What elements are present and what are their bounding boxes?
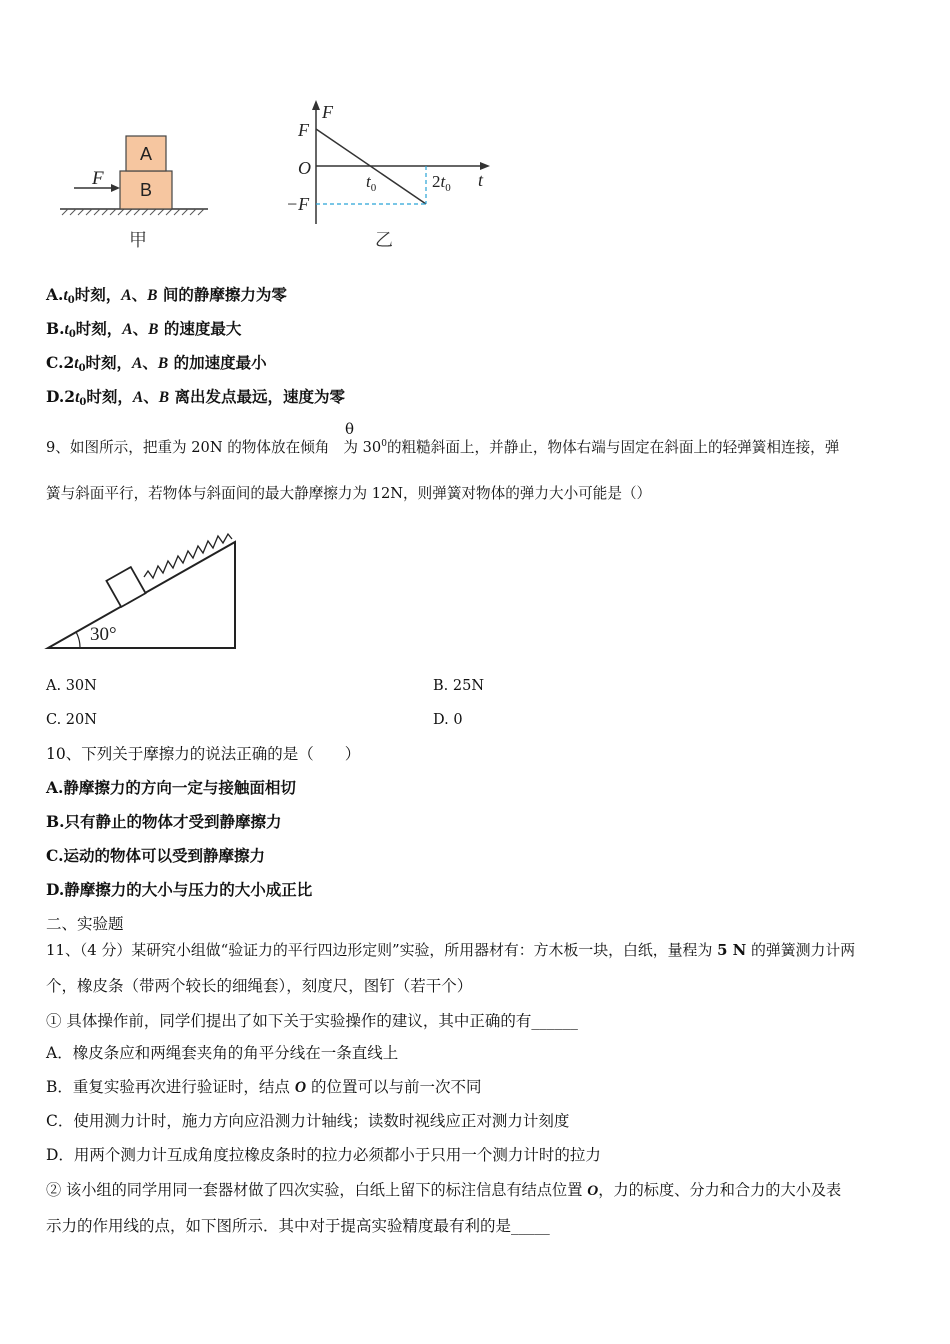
q11-option-a: A．橡皮条应和两绳套夹角的角平分线在一条直线上: [46, 1044, 399, 1062]
figure-jia: [56, 130, 216, 252]
q11-part2-line1: ② 该小组的同学用同一套器材做了四次实验，白纸上留下的标注信息有结点位置 O，力的标度、分力和合力的大小及表: [46, 1181, 842, 1199]
q9-stem-line1: 9、如图所示，把重为 20N 的物体放在倾角 为 $30^0$的粗糙斜面上，并静止，物体右端与固定在斜面上的轻弹簧相连接，弹: [46, 438, 840, 456]
block-b-label: B: [139, 180, 153, 200]
tick-2t0: $2t_0$: [432, 172, 451, 194]
tick-t0: $t_0$: [366, 172, 377, 194]
angle-label: 30°: [90, 624, 117, 645]
tick-origin: O: [298, 158, 311, 178]
q10-option-d: D.静摩擦力的大小与压力的大小成正比: [46, 880, 313, 899]
q11-option-b: B．重复实验再次进行验证时，结点 O 的位置可以与前一次不同: [46, 1078, 482, 1096]
force-label: F: [92, 168, 104, 189]
q10-option-a: A.静摩擦力的方向一定与接触面相切: [46, 778, 296, 797]
tick-neg-f: −F: [286, 194, 310, 214]
q8-option-b: $B.t_0$时刻，A、B 的速度最大: [46, 319, 242, 340]
q9-theta: θ: [345, 420, 355, 438]
q11-part2-line2: 示力的作用线的点，如下图所示．其中对于提高实验精度最有利的是_____: [46, 1217, 550, 1235]
q8-option-d: $D.2t_0$时刻，A、B 离出发点最远，速度为零: [46, 387, 345, 408]
figure-yi: [282, 98, 502, 254]
incline-figure: [44, 520, 240, 652]
q11-stem-line1: 11、（4 分）某研究小组做“验证力的平行四边形定则”实验，所用器材有：方木板一块，白纸，量程为 5 N 的弹簧测力计两: [46, 941, 856, 959]
block-on-incline: [106, 567, 145, 607]
q11-option-c: C．使用测力计时，施力方向应沿测力计轴线；读数时视线应正对测力计刻度: [46, 1112, 570, 1130]
q9-option-a: A. 30N: [46, 678, 97, 694]
q9-option-b: B. 25N: [433, 678, 485, 694]
q8-option-a: $A.t_0$时刻，A、B 间的静摩擦力为零: [46, 285, 287, 306]
q9-stem-line2: 簧与斜面平行，若物体与斜面间的最大静摩擦力为 12N，则弹簧对物体的弹力大小可能是（）: [46, 485, 652, 502]
section-title: 二、实验题: [46, 915, 124, 933]
y-axis-label: F: [322, 102, 333, 122]
angle-arc: [76, 632, 80, 648]
q9-option-d: D. 0: [433, 712, 463, 728]
q10-stem: 10、下列关于摩擦力的说法正确的是（ ）: [46, 745, 361, 763]
q11-part1: ① 具体操作前，同学们提出了如下关于实验操作的建议，其中正确的有______: [46, 1012, 578, 1030]
tick-f: F: [298, 120, 309, 140]
q11-stem-line2: 个，橡皮条（带两个较长的细绳套），刻度尺，图钉（若干个）: [46, 977, 473, 995]
spring: [144, 534, 232, 578]
q9-option-c: C. 20N: [46, 712, 97, 728]
block-a-label: A: [139, 144, 153, 164]
q8-option-c: $C.2t_0$时刻，A、B 的加速度最小: [46, 353, 267, 374]
q10-option-c: C.运动的物体可以受到静摩擦力: [46, 846, 265, 865]
q11-option-d: D．用两个测力计互成角度拉橡皮条时的拉力必须都小于只用一个测力计时的拉力: [46, 1146, 601, 1164]
caption-jia: 甲: [129, 230, 147, 251]
x-axis-label: t: [478, 170, 484, 190]
caption-yi: 乙: [375, 230, 393, 251]
q10-option-b: B.只有静止的物体才受到静摩擦力: [46, 812, 282, 831]
